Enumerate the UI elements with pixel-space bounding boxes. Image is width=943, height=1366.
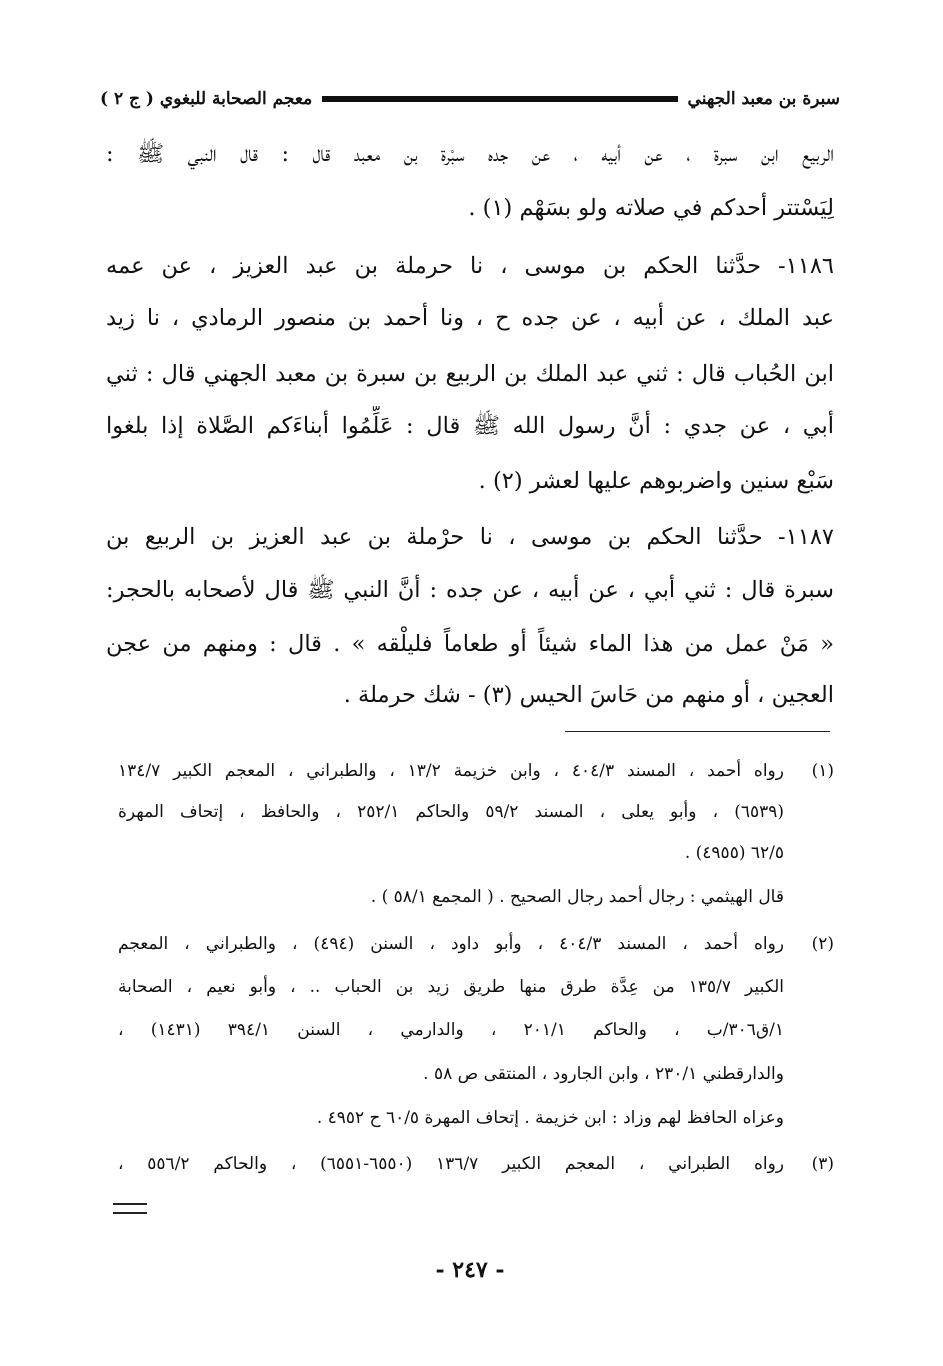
body-line: سَبْع سنين واضربوهم عليها لعشر (٢) . (478, 468, 834, 494)
footnote-line: رواه أحمد ، المسند ٤٠٤/٣ ، وابن خزيمة ١٣/٢ ، والطبراني ، المعجم الكبير ١٣٤/٧ (118, 761, 784, 781)
page-number: - ٢٤٧ - (435, 1257, 505, 1283)
footnote-separator (565, 731, 830, 732)
footnote-line: الكبير ١٣٥/٧ من عِدَّة طرق منها طريق زيد بن الحباب .. ، وأبو نعيم ، الصحابة (118, 977, 784, 997)
footnote-line: رواه أحمد ، المسند ٤٠٤/٣ ، وأبو داود ، السنن (٤٩٤) ، والطبراني ، المعجم (118, 934, 784, 954)
body-line: ١١٨٦- حدَّثنا الحكم بن موسى ، نا حرملة بن عبد العزيز ، عن عمه (106, 253, 834, 279)
footnote-line: ٦٢/٥ (٤٩٥٥) . (684, 843, 784, 863)
header-rule (322, 96, 677, 102)
running-header (100, 84, 840, 114)
continuation-mark (113, 1203, 147, 1214)
footnote-line: قال الهيثمي : رجال أحمد رجال الصحيح . ( المجمع ٥٨/١ ) . (370, 887, 784, 907)
footnote-number: (٢) (811, 934, 834, 954)
footnote-line: والدارقطني ٢٣٠/١ ، وابن الجارود ، المنتقى ص ٥٨ . (423, 1064, 784, 1084)
body-line: ١١٨٧- حدَّثنا الحكم بن موسى ، نا حرْملة بن عبد العزيز بن الربيع بن (106, 524, 834, 550)
footnote-number: (٣) (811, 1154, 834, 1174)
body-line: لِيَسْتتر أحدكم في صلاته ولو بسَهْم (١) . (468, 195, 834, 221)
body-line: أبي ، عن جدي : أنَّ رسول الله ﷺ قال : عَلِّمُوا أبناءَكم الصَّلاة إذا بلغوا (106, 413, 834, 439)
footnote-line: وعزاه الحافظ لهم وزاد : ابن خزيمة . إتحاف المهرة ٦٠/٥ ح ٤٩٥٢ . (316, 1108, 784, 1128)
body-line: سبرة قال : ثني أبي ، عن أبيه ، عن جده : أنَّ النبي ﷺ قال لأصحابه بالحجر: (106, 577, 834, 603)
body-line: « مَنْ عمل من هذا الماء شيئاً أو طعاماً فليلْقه » . قال : ومنهم من عجن (106, 631, 834, 657)
book-title: معجم الصحابة للبغوي ( ج ٢ ) (100, 89, 313, 109)
footnote-line: رواه الطبراني ، المعجم الكبير ١٣٦/٧ (٦٥٥٠-٦٥٥١) ، والحاكم ٥٥٦/٢ ، (118, 1154, 784, 1174)
body-line: عبد الملك ، عن أبيه ، عن جده ح ، ونا أحمد بن منصور الرمادي ، نا زيد (106, 305, 834, 331)
footnote-number: (١) (811, 761, 834, 781)
entry-title: سبرة بن معبد الجهني (687, 89, 840, 109)
footnote-line: (٦٥٣٩) ، وأبو يعلى ، المسند ٥٩/٢ والحاكم ٢٥٢/١ ، والحافظ ، إتحاف المهرة (118, 802, 784, 822)
body-line: العجين ، أو منهم من حَاسَ الحيس (٣) - شك حرملة . (343, 682, 834, 708)
footnote-line: ١/ق٣٠٦/ب ، والحاكم ٢٠١/١ ، والدارمي ، السنن ٣٩٤/١ (١٤٣١) ، (118, 1020, 784, 1040)
body-line: الربيع ابن سبرة ، عن أبيه ، عن جده سبْرة بن معبد قال : قال النبي ﷺ : (106, 141, 834, 167)
body-line: ابن الحُباب قال : ثني عبد الملك بن الربيع بن سبرة بن معبد الجهني قال : ثني (106, 361, 834, 387)
